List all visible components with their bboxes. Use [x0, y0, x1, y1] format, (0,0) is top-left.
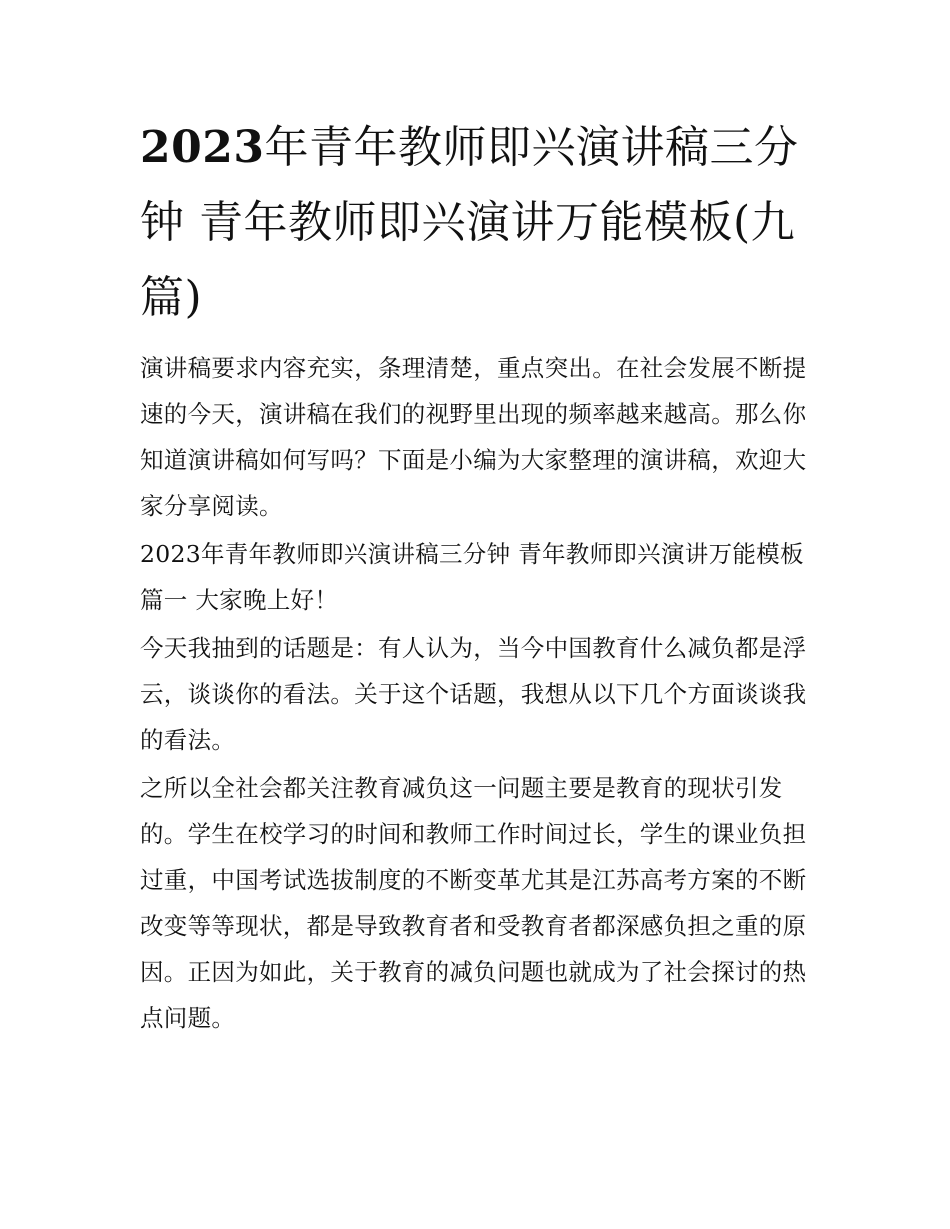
paragraph-section-heading: 2023年青年教师即兴演讲稿三分钟 青年教师即兴演讲万能模板篇一 大家晚上好！ — [140, 540, 804, 614]
paragraph-topic: 今天我抽到的话题是：有人认为，当今中国教育什么减负都是浮云，谈谈你的看法。关于这个话题，我想从以下几个方面谈谈我的看法。 — [140, 634, 807, 754]
paragraph-reason: 之所以全社会都关注教育减负这一问题主要是教育的现状引发的。学生在校学习的时间和教师工作时间过长，学生的课业负担过重，中国考试选拔制度的不断变革尤其是江苏高考方案的不断改变等等现状，都是导致教育者和受教育者都深感负担之重的原因。正因为如此，关于教育的减负问题也就成为了社会探讨的热点问题。 — [140, 774, 807, 1032]
title-year: 2023 — [140, 122, 265, 173]
title-text: 年青年教师即兴演讲稿三分钟 青年教师即兴演讲万能模板(九篇) — [140, 122, 799, 323]
paragraph-intro: 演讲稿要求内容充实，条理清楚，重点突出。在社会发展不断提速的今天，演讲稿在我们的视野里出现的频率越来越高。那么你知道演讲稿如何写吗？下面是小编为大家整理的演讲稿，欢迎大家分享阅读。 — [140, 354, 807, 520]
document-title — [140, 110, 812, 335]
